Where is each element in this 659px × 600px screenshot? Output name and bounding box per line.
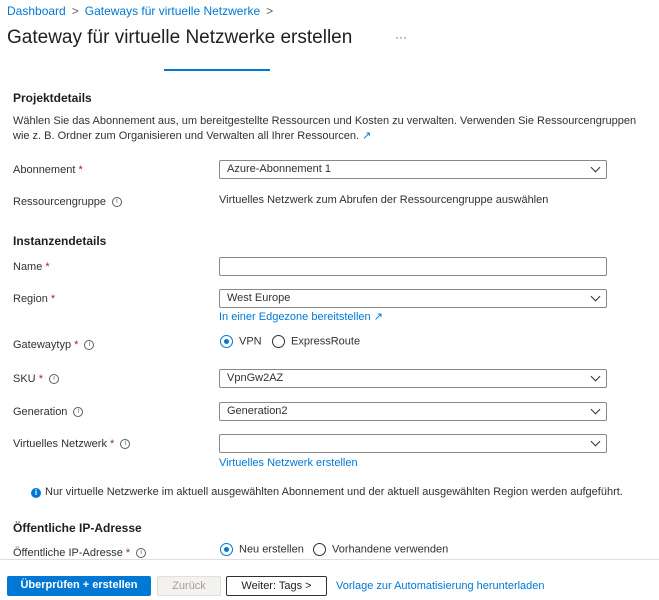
radio-label: ExpressRoute <box>291 335 361 348</box>
section-heading-public-ip: Öffentliche IP-Adresse <box>13 521 142 535</box>
info-icon[interactable]: i <box>112 197 122 207</box>
public-ip-radio-new[interactable] <box>220 543 304 556</box>
info-icon[interactable]: i <box>120 439 130 449</box>
label-text: Virtuelles Netzwerk <box>13 438 107 450</box>
region-dropdown[interactable] <box>219 289 607 308</box>
external-link-icon: ↗ <box>373 311 383 323</box>
edgezone-link[interactable] <box>219 310 383 323</box>
radio-selected-icon <box>220 543 233 556</box>
breadcrumb-gateways[interactable]: Gateways für virtuelle Netzwerke <box>84 4 261 18</box>
dropdown-value: VpnGw2AZ <box>227 372 284 384</box>
gateway-type-radio-expressroute[interactable] <box>272 335 360 348</box>
breadcrumb-dashboard[interactable]: Dashboard <box>7 4 66 18</box>
footer-divider <box>0 559 659 560</box>
next-tags-button[interactable]: Weiter: Tags > <box>226 576 327 596</box>
chevron-down-icon <box>591 437 601 447</box>
vnet-dropdown[interactable] <box>219 434 607 453</box>
chevron-right-icon: > <box>71 4 79 18</box>
chevron-down-icon <box>591 405 601 415</box>
back-button[interactable]: Zurück <box>157 576 221 596</box>
gateway-type-radio-vpn[interactable] <box>220 335 262 348</box>
radio-label: Neu erstellen <box>239 543 304 556</box>
dropdown-value: Azure-Abonnement 1 <box>227 163 331 175</box>
public-ip-label: Öffentliche IP-Adresse * i <box>13 547 146 559</box>
more-options-icon[interactable]: ··· <box>395 30 407 44</box>
radio-label: Vorhandene verwenden <box>332 543 449 556</box>
label-text: Name <box>13 261 43 273</box>
sku-label: SKU * i <box>13 373 59 385</box>
chevron-down-icon <box>591 163 601 173</box>
label-text: SKU <box>13 373 36 385</box>
radio-icon <box>272 335 285 348</box>
project-description: Wählen Sie das Abonnement aus, um bereitgestellte Ressourcen und Kosten zu verwalten. Verwenden Sie Ressourcengruppen <box>13 115 637 127</box>
notice-text: Nur virtuelle Netzwerke im aktuell ausgewählten Abonnement und der aktuell ausgewählten Region werden aufgeführt. <box>45 486 623 498</box>
label-text: Region <box>13 293 48 305</box>
subscription-label: Abonnement * <box>13 164 83 176</box>
generation-dropdown[interactable] <box>219 402 607 421</box>
external-link-icon[interactable]: ↗ <box>362 130 372 142</box>
label-text: Öffentliche IP-Adresse <box>13 547 123 559</box>
radio-label: VPN <box>239 335 262 348</box>
section-heading-instance: Instanzendetails <box>13 234 107 248</box>
resource-group-label <box>13 196 122 208</box>
download-template-link[interactable]: Vorlage zur Automatisierung herunterladen <box>336 580 545 592</box>
project-description-2 <box>13 129 371 142</box>
chevron-down-icon <box>591 292 601 302</box>
section-heading-project: Projektdetails <box>13 91 92 105</box>
name-label: Name * <box>13 261 50 273</box>
name-input[interactable] <box>219 257 607 276</box>
public-ip-radio-existing[interactable] <box>313 543 448 556</box>
info-icon[interactable]: i <box>73 407 83 417</box>
label-text: Abonnement <box>13 164 76 176</box>
page-title: Gateway für virtuelle Netzwerke erstellen <box>7 27 353 48</box>
link-text: In einer Edgezone bereitstellen <box>219 311 371 323</box>
region-label: Region * <box>13 293 56 305</box>
info-icon[interactable]: i <box>49 374 59 384</box>
generation-label <box>13 406 83 418</box>
dropdown-value: Generation2 <box>227 405 288 417</box>
chevron-right-icon: > <box>266 4 274 18</box>
sku-dropdown[interactable] <box>219 369 607 388</box>
active-tab-indicator <box>164 69 270 71</box>
gateway-type-label: Gatewaytyp * i <box>13 339 94 351</box>
info-filled-icon: i <box>31 488 41 498</box>
create-vnet-link[interactable]: Virtuelles Netzwerk erstellen <box>219 457 358 469</box>
label-text: Generation <box>13 406 68 418</box>
info-icon[interactable]: i <box>136 548 146 558</box>
review-create-button[interactable]: Überprüfen + erstellen <box>7 576 151 596</box>
vnet-notice <box>31 486 623 498</box>
label-text: Ressourcengruppe <box>13 196 106 208</box>
radio-icon <box>313 543 326 556</box>
project-description-text: wie z. B. Ordner zum Organisieren und Verwalten all Ihrer Ressourcen. <box>13 130 360 142</box>
radio-selected-icon <box>220 335 233 348</box>
info-icon[interactable]: i <box>84 340 94 350</box>
dropdown-value: West Europe <box>227 292 291 304</box>
vnet-label: Virtuelles Netzwerk * i <box>13 438 130 450</box>
chevron-down-icon <box>591 372 601 382</box>
breadcrumb <box>7 4 279 18</box>
subscription-dropdown[interactable] <box>219 160 607 179</box>
label-text: Gatewaytyp <box>13 339 72 351</box>
resource-group-value: Virtuelles Netzwerk zum Abrufen der Ressourcengruppe auswählen <box>219 194 549 206</box>
